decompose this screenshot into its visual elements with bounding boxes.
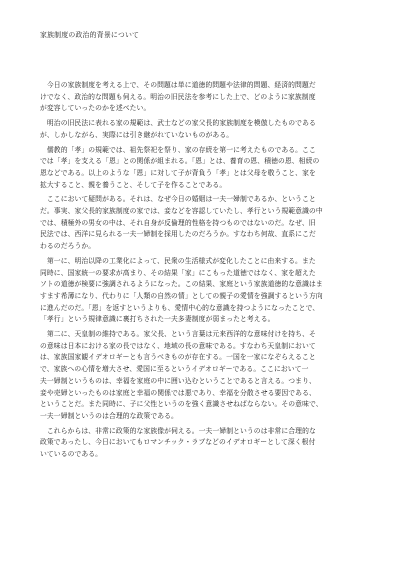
text-line: 今日の家族制度を考える上で、その問題は単に道徳的問題や法律的問題、経済的問題だ xyxy=(40,81,316,89)
text-line: 第一に、明治以降の工業化によって、民衆の生活様式が変化したことに由来する。また xyxy=(40,256,316,265)
paragraph xyxy=(40,118,370,141)
text-line: が変容していったのかを述べたい。 xyxy=(40,104,151,113)
text-line: 恩などである。以上のような「恩」に対して子が背負う「孝」とは父母を敬うこと、家を xyxy=(40,168,316,177)
paragraph xyxy=(40,194,370,253)
text-line: いているのである。 xyxy=(40,450,103,459)
paragraph xyxy=(40,329,370,423)
text-line: これらからは、非常に政策的な家族像が伺える。一夫一婦制というのは非常に合理的な xyxy=(40,426,316,435)
text-line: けでなく、政治的な問題も伺える。明治の旧民法を参考にした上で、どのように家族制度 xyxy=(40,92,316,101)
paragraph xyxy=(40,426,370,461)
document-body xyxy=(40,80,370,461)
text-line: 明治の旧民法に表れる家の規範は、武士などの家父長的家族制度を模倣したものである xyxy=(40,119,316,128)
text-line: 第二に、天皇制の維持である。家父長、という言葉は元来西洋的な意味付けを持ち、そ xyxy=(40,330,316,339)
text-line: に進んだのだ。「恩」を返すというよりも、愛情中心的な意識を持つようになったことで、 xyxy=(40,303,320,312)
text-line: すます希薄になり、代わりに「人類の自然の情」としての親子の愛情を強調するという方向 xyxy=(40,291,323,300)
paragraph xyxy=(40,256,370,326)
document-title: 家族制度の政治的背景について xyxy=(40,31,140,39)
text-line: 拡大すること、親を養うこと、そして子を作ることである。 xyxy=(40,180,227,189)
paragraph xyxy=(40,80,370,115)
text-line: 同時に、国家統一の要求が高まり、その結果「家」にこもった道徳ではなく、家を超えた xyxy=(40,268,316,277)
text-line: だ。事実、家父長的家族制度の家では、妾などを容認していたし、孝行という規範意識の中 xyxy=(40,207,323,216)
text-line: 妾や売婦といったものは家庭と幸福の関係では悪であり、幸福を分散させる要因である、 xyxy=(40,388,316,397)
text-line: 儒教的「孝」の規範では、祖先祭祀を祭り、家の存続を第一に考えたものである。ここ xyxy=(40,145,316,154)
text-line: の意味は日本における家の長ではなく、地域の長の意味である。すなわち天皇制において xyxy=(40,341,316,350)
text-line: は、家族国家観イデオロギーとも言うべきものが存在する。一国を一家になぞらえること xyxy=(40,353,316,362)
text-line: 「孝行」という規律意識に裏打ちされた一夫多妻制度が弱まったと考える。 xyxy=(40,315,275,324)
text-line: 政策であったし、今日においてもロマンチック・ラブなどのイデオロギーとして深く根付 xyxy=(40,438,316,447)
text-line: 民法では、西洋に見られる一夫一婦制を採用したのだろうか。すなわち何故、直系にこだ xyxy=(40,230,316,239)
text-line: わるのだろうか。 xyxy=(40,242,96,251)
text-line: で、家族への心情を増大させ、愛国に至るというイデオロギーである。ここにおいて一 xyxy=(40,365,309,374)
text-line: ソトの道徳が検要に強調されるようになった。この結果、家庭という家族道徳的な意識はま xyxy=(40,280,323,289)
text-line: 一夫一婦制というのは合理的な政策である。 xyxy=(40,411,178,420)
text-line: ということだ。また同時に、子に父性というのを強く意識させねばならない。その意味で、 xyxy=(40,400,323,409)
text-line: が、しかしながら、実際には引き継がれていないものがある。 xyxy=(40,130,234,139)
text-line: 夫一婦制というものは、幸福を家庭の中に囲い込むということであると言える。つまり、 xyxy=(40,376,316,385)
text-line: では、積極外の男女の中は、それ自身が反倫理的性格を持つものではないのだ。なぜ、旧 xyxy=(40,218,316,227)
text-line: では「孝」を支える「恩」との関係が組まれる。「恩」とは、養育の恩、積徳の恩、相続の xyxy=(40,157,320,166)
text-line: ここにおいて疑問がある。それは、なぜ今日の婚姻は一夫一婦制であるか、ということ xyxy=(40,195,316,204)
paragraph xyxy=(40,145,370,192)
